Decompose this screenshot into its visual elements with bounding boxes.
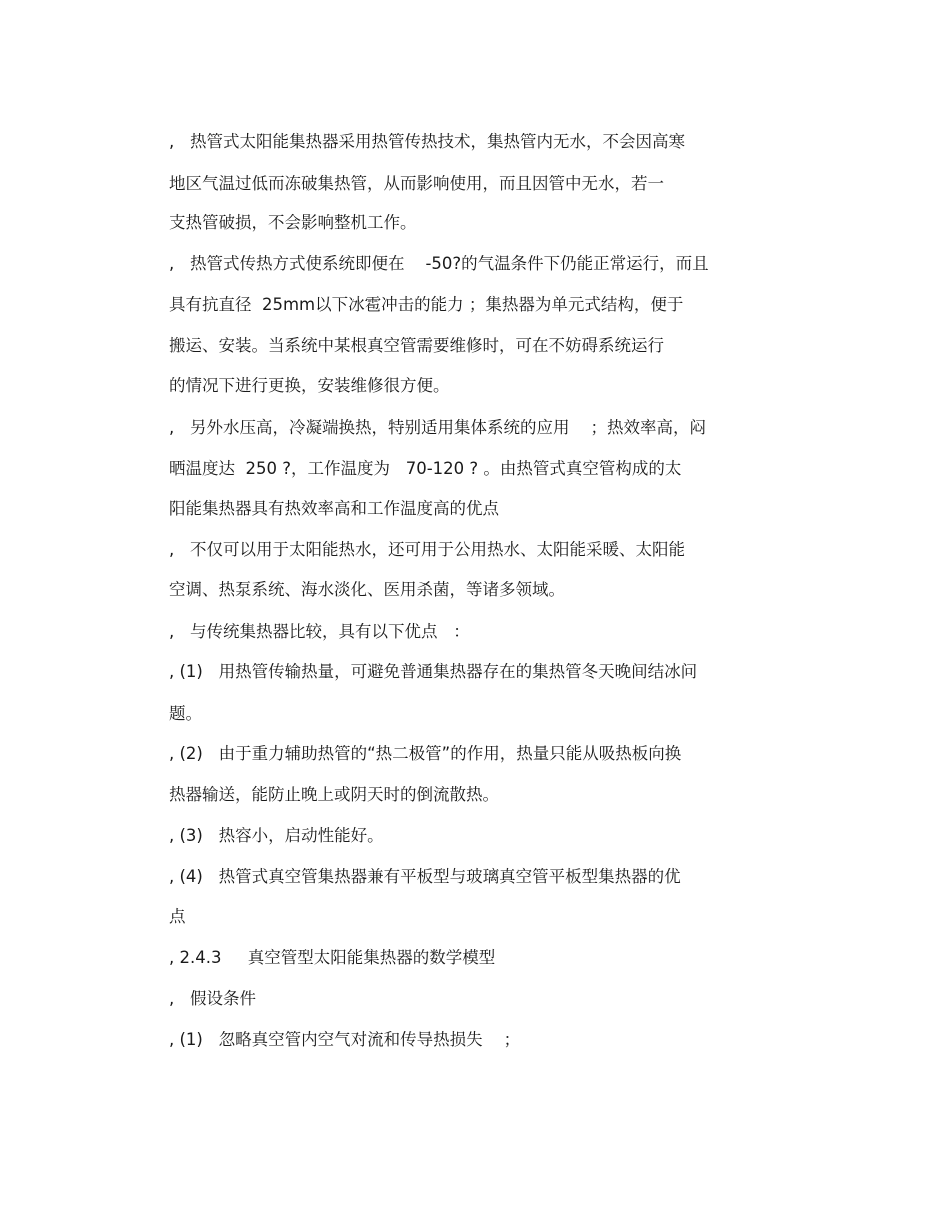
text-line: 的情况下进行更换，安装维修很方便。 <box>169 376 450 395</box>
text-line: , 热管式太阳能集热器采用热管传热技术，集热管内无水，不会因高寒 <box>169 132 685 151</box>
text-line: 阳能集热器具有热效率高和工作温度高的优点 <box>169 499 499 518</box>
text-line: , 热管式传热方式使系统即便在 -50?的气温条件下仍能正常运行，而且 <box>169 254 709 273</box>
text-line: 地区气温过低而冻破集热管，从而影响使用，而且因管中无水，若一 <box>169 174 664 193</box>
text-line: 支热管破损，不会影响整机工作。 <box>169 213 417 232</box>
text-line: 具有抗直径 25mm以下冰雹冲击的能力 ；集热器为单元式结构，便于 <box>169 295 684 314</box>
text-line: 搬运、安装。当系统中某根真空管需要维修时，可在不妨碍系统运行 <box>169 336 664 355</box>
text-line: , 另外水压高，冷凝端换热，特别适用集体系统的应用 ；热效率高，闷 <box>169 418 706 437</box>
text-line: 点 <box>169 907 186 926</box>
text-line: 热器输送，能防止晚上或阴天时的倒流散热。 <box>169 785 499 804</box>
text-line: , (2) 由于重力辅助热管的“热二极管”的作用，热量只能从吸热板向换 <box>169 744 682 763</box>
text-line: , (3) 热容小，启动性能好。 <box>169 826 384 845</box>
text-line: , 2.4.3 真空管型太阳能集热器的数学模型 <box>169 948 496 967</box>
text-line: , 与传统集热器比较，具有以下优点 ： <box>169 622 470 641</box>
text-line: , (4) 热管式真空管集热器兼有平板型与玻璃真空管平板型集热器的优 <box>169 867 681 886</box>
text-line: , (1) 忽略真空管内空气对流和传导热损失 ； <box>169 1030 521 1049</box>
text-line: 题。 <box>169 704 202 723</box>
text-line: , 不仅可以用于太阳能热水，还可用于公用热水、太阳能采暖、太阳能 <box>169 540 685 559</box>
text-line: 空调、热泵系统、海水淡化、医用杀菌，等诸多领域。 <box>169 580 565 599</box>
text-line: , 假设条件 <box>169 989 256 1008</box>
text-line: , (1) 用热管传输热量，可避免普通集热器存在的集热管冬天晚间结冰问 <box>169 662 698 681</box>
text-line: 晒温度达 250 ?，工作温度为 70-120 ? 。由热管式真空管构成的太 <box>169 459 682 478</box>
